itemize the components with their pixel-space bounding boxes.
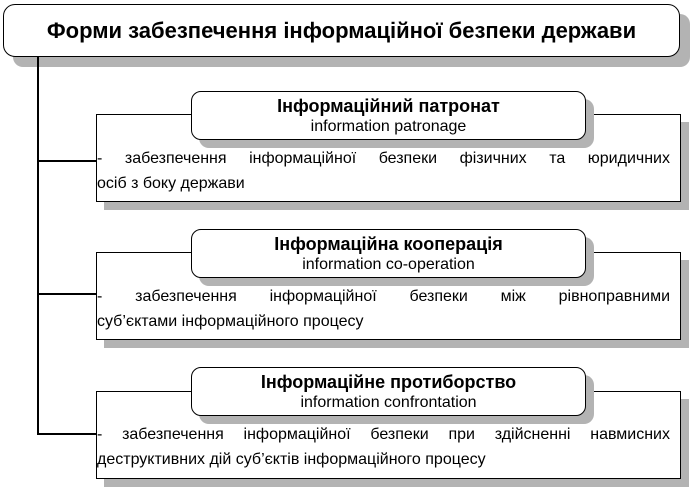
branch-line-3 bbox=[37, 433, 97, 435]
main-connector-line bbox=[37, 57, 39, 434]
form-title: Інформаційний патронат bbox=[277, 95, 500, 116]
diagram-title-box bbox=[3, 4, 680, 57]
form-description-line-2: суб’єктами інформаційного процесу bbox=[97, 313, 364, 330]
form-header-box-3 bbox=[191, 367, 586, 416]
form-title: Інформаційне протиборство bbox=[260, 371, 517, 392]
form-description-line-1: - забезпечення інформаційної безпеки фізичних та юридичних bbox=[97, 150, 670, 167]
form-description-line-2: деструктивних дій суб’єктів інформаційного процесу bbox=[97, 451, 486, 468]
branch-line-1 bbox=[37, 160, 97, 162]
form-header-box-2 bbox=[191, 229, 586, 278]
form-description-line-1: - забезпечення інформаційної безпеки між рівноправними bbox=[97, 288, 670, 305]
form-description-line-1: - забезпечення інформаційної безпеки при здійсненні навмисних bbox=[97, 426, 670, 443]
form-header-box-1 bbox=[191, 91, 586, 140]
form-subtitle: information confrontation bbox=[300, 393, 477, 411]
form-title: Інформаційна кооперація bbox=[274, 233, 503, 254]
form-subtitle: information patronage bbox=[310, 117, 467, 135]
form-description-line-2: осіб з боку держави bbox=[97, 175, 245, 192]
diagram-title: Форми забезпечення інформаційної безпеки держави bbox=[46, 17, 637, 43]
branch-line-2 bbox=[37, 293, 97, 295]
form-subtitle: information co-operation bbox=[302, 255, 475, 273]
